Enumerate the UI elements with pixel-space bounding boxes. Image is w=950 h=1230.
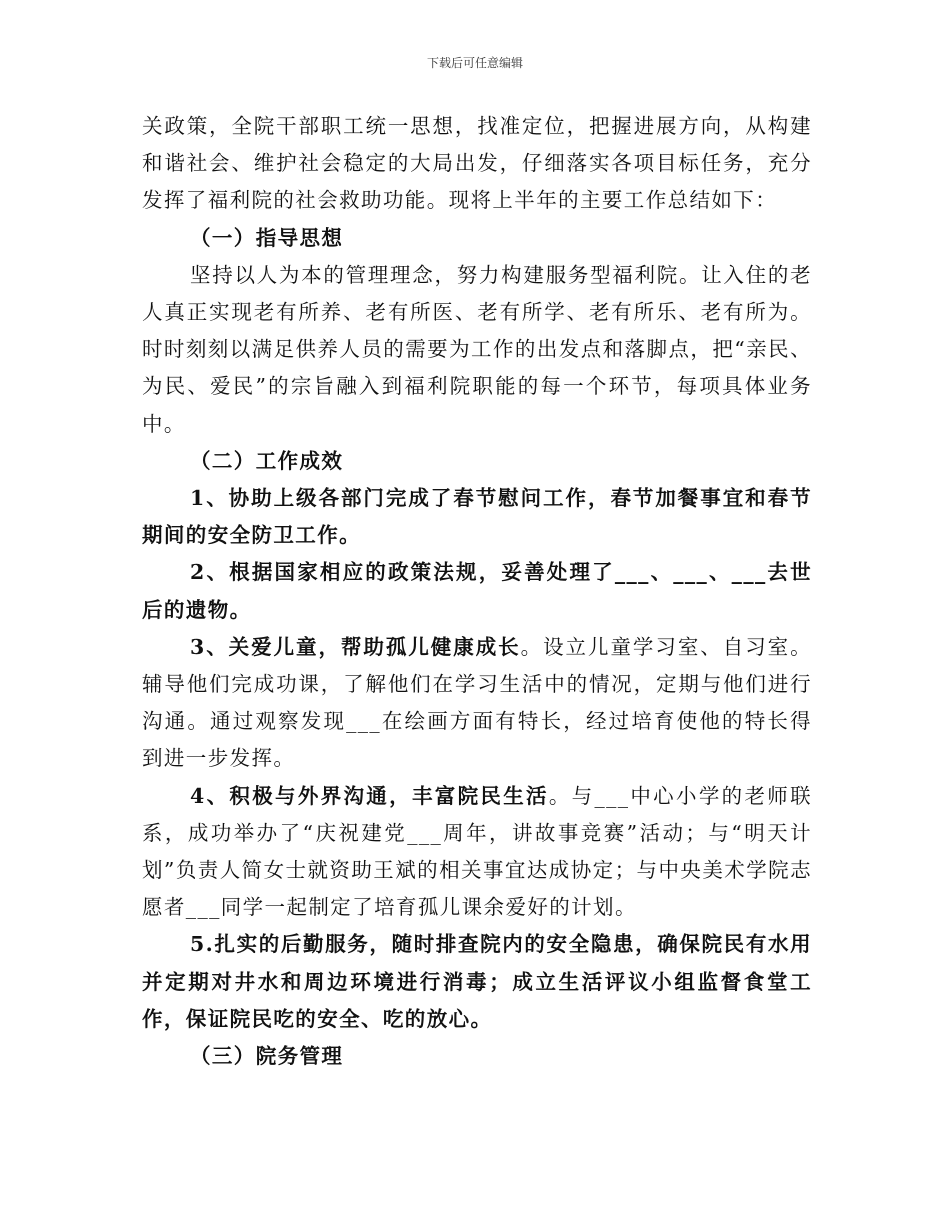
section-heading-guiding-thought: （一）指导思想 xyxy=(190,225,344,250)
paragraph-item-1: 1、协助上级各部门完成了春节慰问工作，春节加餐事宜和春节期间的安全防卫工作。 xyxy=(142,486,812,548)
section-heading-work-results: （二）工作成效 xyxy=(190,448,344,473)
paragraph-item-2: 2、根据国家相应的政策法规，妥善处理了___、___、___去世后的遗物。 xyxy=(142,560,812,622)
item-4-lead: 4、积极与外界沟通，丰富院民生活 xyxy=(190,783,549,808)
paragraph-item-3 xyxy=(142,629,812,778)
item-4-body: 。与___中心小学的老师联系，成功举办了“庆祝建党___周年，讲故事竞赛”活动；与“明天计划”负责人简女士就资助王斌的相关事宜达成协定；与中央美术学院志愿者___同学一起制定了培育孤儿课余爱好的计划。 xyxy=(142,783,812,920)
page-header: 下载后可任意编辑 xyxy=(426,56,523,70)
paragraph-item-5: 5.扎实的后勤服务，随时排查院内的安全隐患，确保院民有水用并定期对井水和周边环境进行消毒；成立生活评议小组监督食堂工作，保证院民吃的安全、吃的放心。 xyxy=(142,932,812,1031)
paragraph-item-4 xyxy=(142,778,812,927)
section-heading-affairs-management: （三）院务管理 xyxy=(190,1044,344,1069)
document-body xyxy=(142,108,812,1075)
item-3-lead: 3、关爱儿童，帮助孤儿健康成长 xyxy=(190,634,521,659)
paragraph-intro-continued: 关政策，全院干部职工统一思想，找准定位，把握进展方向，从构建和谐社会、维护社会稳定的大局出发，仔细落实各项目标任务，充分发挥了福利院的社会救助功能。现将上半年的主要工作总结如下： xyxy=(142,114,812,213)
item-3-body: 。设立儿童学习室、自习室。辅导他们完成功课，了解他们在学习生活中的情况，定期与他们进行沟通。通过观察发现___在绘画方面有特长，经过培育使他的特长得到进一步发挥。 xyxy=(142,634,813,771)
paragraph-guiding-thought: 坚持以人为本的管理理念，努力构建服务型福利院。让入住的老人真正实现老有所养、老有所医、老有所学、老有所乐、老有所为。时时刻刻以满足供养人员的需要为工作的出发点和落脚点，把“亲民、为民、爱民”的宗旨融入到福利院职能的每一个环节，每项具体业务中。 xyxy=(142,262,812,436)
